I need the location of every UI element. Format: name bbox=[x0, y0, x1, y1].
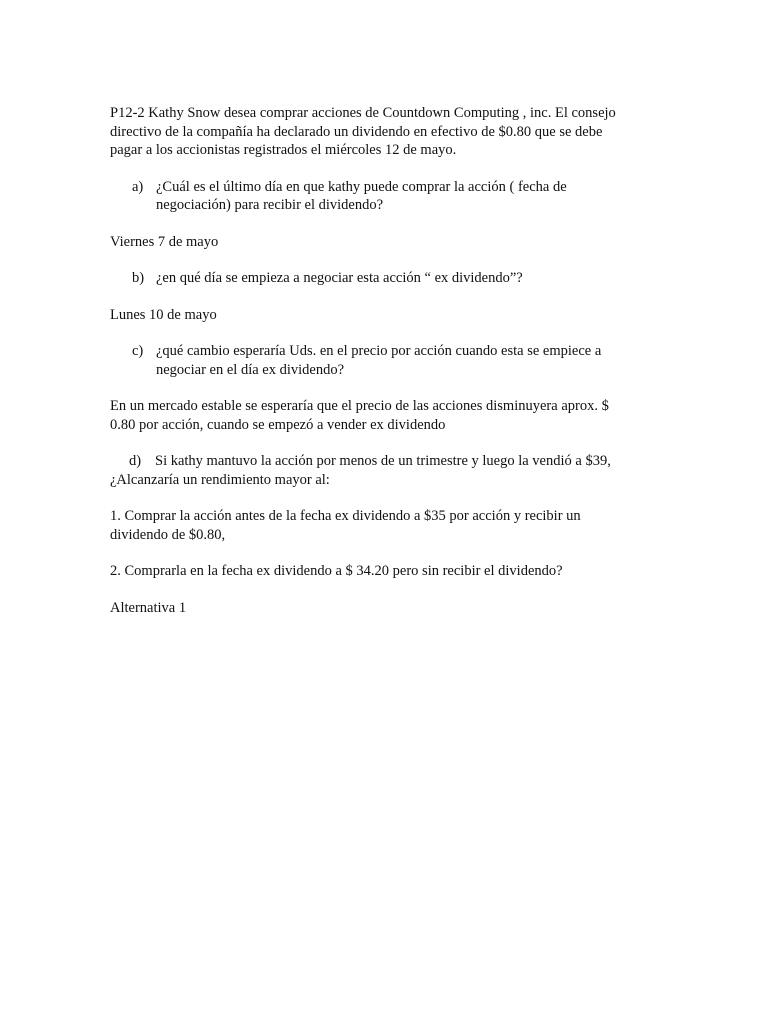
option-1 bbox=[110, 507, 660, 544]
problem-line-3: pagar a los accionistas registrados el miércoles 12 de mayo. bbox=[110, 142, 457, 158]
question-d-line-1: Si kathy mantuvo la acción por menos de un trimestre y luego la vendió a $39, bbox=[155, 453, 611, 469]
question-b bbox=[110, 269, 660, 288]
problem-line-2: directivo de la compañía ha declarado un dividendo en efectivo de $0.80 que se debe bbox=[110, 123, 603, 140]
answer-d-text: Alternativa 1 bbox=[110, 599, 187, 616]
problem-line-1: P12-2 Kathy Snow desea comprar acciones de Countdown Computing , inc. El consejo bbox=[110, 105, 616, 121]
option-2 bbox=[110, 562, 660, 581]
answer-d bbox=[110, 599, 660, 618]
question-b-marker: b) bbox=[132, 270, 145, 286]
option-1-line-2: dividendo de $0.80, bbox=[110, 526, 226, 543]
answer-b bbox=[110, 306, 660, 325]
answer-c-line-1: En un mercado estable se esperaría que el precio de las acciones disminuyera aprox. $ bbox=[110, 398, 609, 414]
question-a-line-2: negociación) para recibir el dividendo? bbox=[156, 197, 384, 213]
document-page bbox=[110, 104, 660, 635]
answer-c-line-2: 0.80 por acción, cuando se empezó a vender ex dividendo bbox=[110, 416, 446, 433]
question-a bbox=[110, 178, 660, 215]
question-d-line-2: ¿Alcanzaría un rendimiento mayor al: bbox=[110, 471, 330, 488]
question-a-marker: a) bbox=[132, 178, 144, 195]
problem-statement bbox=[110, 104, 660, 160]
question-c-line-2: negociar en el día ex dividendo? bbox=[156, 361, 345, 378]
question-d-marker: d) bbox=[129, 453, 142, 469]
question-d bbox=[110, 452, 660, 489]
option-1-line-1: 1. Comprar la acción antes de la fecha ex dividendo a $35 por acción y recibir un bbox=[110, 508, 581, 524]
question-b-line-1: ¿en qué día se empieza a negociar esta acción “ ex dividendo”? bbox=[156, 270, 523, 286]
question-c bbox=[110, 342, 660, 379]
option-2-text: 2. Comprarla en la fecha ex dividendo a $ 34.20 pero sin recibir el dividendo? bbox=[110, 563, 563, 579]
question-a-line-1: ¿Cuál es el último día en que kathy puede comprar la acción ( fecha de bbox=[156, 178, 567, 195]
question-c-line-1: ¿qué cambio esperaría Uds. en el precio por acción cuando esta se empiece a bbox=[156, 343, 602, 359]
question-c-marker: c) bbox=[132, 343, 144, 359]
answer-a-text: Viernes 7 de mayo bbox=[110, 233, 219, 250]
answer-b-text: Lunes 10 de mayo bbox=[110, 306, 217, 323]
answer-c bbox=[110, 397, 660, 434]
answer-a bbox=[110, 233, 660, 252]
